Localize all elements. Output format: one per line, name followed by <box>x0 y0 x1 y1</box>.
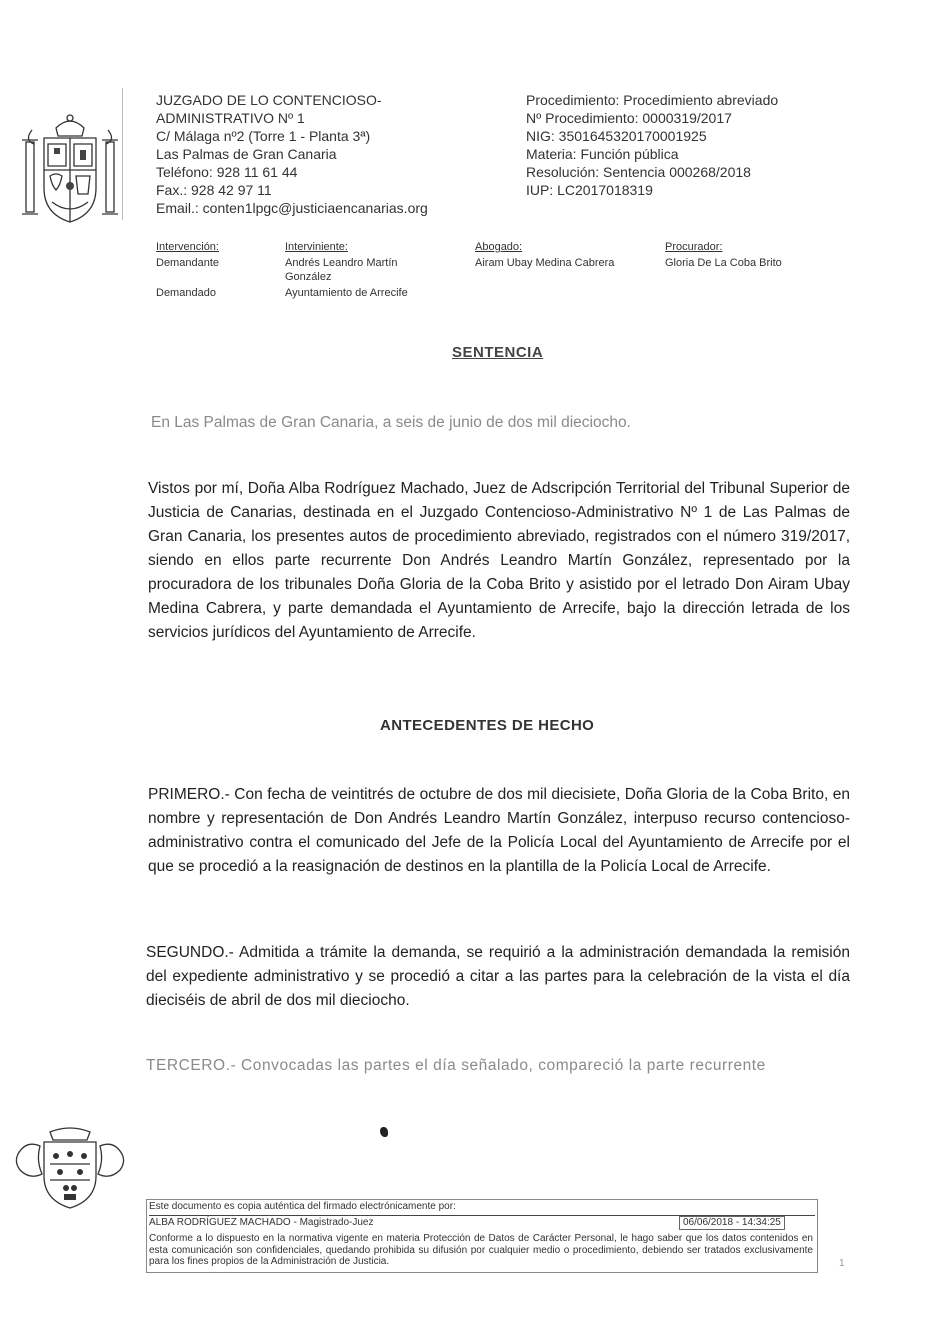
court-city: Las Palmas de Gran Canaria <box>156 146 337 162</box>
intro-paragraph: Vistos por mí, Doña Alba Rodríguez Machado, Juez de Adscripción Territorial del Tribunal Superior de Justicia de Canarias, destinada en el Juzgado Contencioso-Administrativo Nº 1 de Las Palmas de Gran Canaria, los presentes autos de procedimiento abreviado, registrados con el número 319/2017, siendo en ellos parte recurrente Don Andrés Leandro Martín González, representado por la procuradora de los tribunales Doña Gloria de la Coba Brito y asistido por el letrado Don Airam Ubay Medina Cabrera, y parte demandada el Ayuntamiento de Arrecife, bajo la dirección letrada de los servicios jurídicos del Ayuntamiento de Arrecife. <box>148 480 850 641</box>
court-name-line2: ADMINISTRATIVO Nº 1 <box>156 110 305 126</box>
party-role: Demandante <box>156 257 219 269</box>
date-line: En Las Palmas de Gran Canaria, a seis de junio de dos mil dieciocho. <box>151 414 631 431</box>
court-phone: Teléfono: 928 11 61 44 <box>156 164 298 180</box>
paragraph-primero: PRIMERO.- Con fecha de veintitrés de octubre de dos mil diecisiete, Doña Gloria de la Coba Brito, en nombre y representación de Don Andrés Leandro Martín González, interpuso recurso contencioso-administrativo contra el comunicado del Jefe de la Policía Local del Ayuntamiento de Arrecife por el que se procedió a la reasignación de destinos en la plantilla de la Policía Local de Arrecife. <box>148 786 850 875</box>
parties-table <box>156 240 836 310</box>
paragraph-tercero: TERCERO.- Convocadas las partes el día señalado, compareció la parte recurrente <box>146 1057 766 1074</box>
party-name: Andrés Leandro Martín González <box>285 257 398 283</box>
footer-verification-box <box>146 1199 818 1273</box>
header-abogado: Abogado: <box>475 241 523 253</box>
procedure-resolution: Resolución: Sentencia 000268/2018 <box>526 164 751 180</box>
court-fax: Fax.: 928 42 97 11 <box>156 182 272 198</box>
party-role: Demandado <box>156 287 216 299</box>
page-number: 1 <box>839 1258 845 1269</box>
party-lawyer: Airam Ubay Medina Cabrera <box>475 257 615 269</box>
procedure-iup: IUP: LC2017018319 <box>526 182 653 198</box>
party-name: Ayuntamiento de Arrecife <box>285 287 408 299</box>
court-info <box>156 91 428 217</box>
document-title: SENTENCIA <box>452 344 544 361</box>
procedure-nig: NIG: 3501645320170001925 <box>526 128 707 144</box>
procedure-type: Procedimiento: Procedimiento abreviado <box>526 92 779 108</box>
ink-mark <box>380 1127 388 1137</box>
coat-of-arms-emblem <box>14 110 126 232</box>
header-procurador: Procurador: <box>665 241 723 253</box>
signer-name: ALBA RODRÍGUEZ MACHADO - Magistrado-Juez <box>149 1217 374 1228</box>
court-name-line1: JUZGADO DE LO CONTENCIOSO- <box>156 92 382 108</box>
header-interviniente: Interviniente: <box>285 241 348 253</box>
court-address: C/ Málaga nº2 (Torre 1 - Planta 3ª) <box>156 128 371 144</box>
section-heading: ANTECEDENTES DE HECHO <box>380 717 595 734</box>
procedure-number: Nº Procedimiento: 0000319/2017 <box>526 110 732 126</box>
paragraph-segundo: SEGUNDO.- Admitida a trámite la demanda, se requirió a la administración demandada la remisión del expediente administrativo y se procedió a citar a las partes para la celebración de la vista el día dieciséis de abril de dos mil dieciocho. <box>146 944 850 1009</box>
procedure-matter: Materia: Función pública <box>526 146 679 162</box>
procedure-info <box>526 91 778 199</box>
header-intervencion: Intervención: <box>156 241 219 253</box>
copy-notice: Este documento es copia auténtica del firmado electrónicamente por: <box>149 1201 815 1216</box>
privacy-notice: Conforme a lo dispuesto en la normativa vigente en materia Protección de Datos de Carácter Personal, le hago saber que los datos contenidos en esta comunicación son confidenciales, quedando prohibida su difusión por cualquier medio o procedimiento, debiendo ser tratados exclusivamente para los fines propios de la Administración de Justicia. <box>149 1233 813 1267</box>
party-solicitor: Gloria De La Coba Brito <box>665 257 782 269</box>
regional-emblem <box>14 1124 126 1216</box>
signature-timestamp: 06/06/2018 - 14:34:25 <box>679 1216 785 1230</box>
header-divider <box>122 88 123 220</box>
court-email: Email.: conten1lpgc@justiciaencanarias.org <box>156 200 428 216</box>
